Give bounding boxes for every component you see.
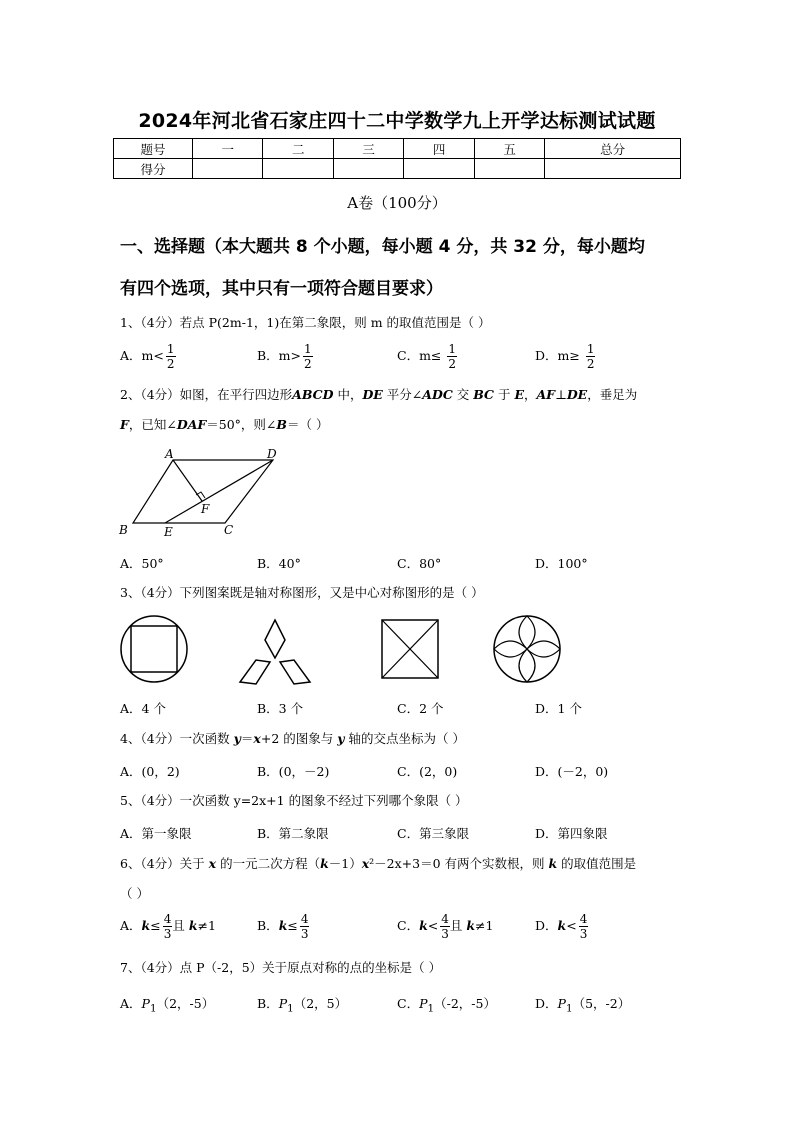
score-table-header-cell: 四 bbox=[404, 139, 474, 159]
question-4-option-d[interactable]: D．(－2，0) bbox=[535, 764, 609, 779]
question-3-option-c[interactable]: C．2 个 bbox=[397, 701, 444, 716]
coordinate: （5，-2） bbox=[572, 996, 631, 1011]
page-title: 2024年河北省石家庄四十二中学数学九上开学达标测试试题 bbox=[138, 110, 656, 132]
score-table-header-cell: 一 bbox=[193, 139, 263, 159]
math: x bbox=[253, 731, 261, 746]
question-6-stem-line2: （ ） bbox=[120, 886, 149, 901]
text: ≠1 bbox=[475, 918, 494, 933]
coordinate: （2，-5） bbox=[156, 996, 215, 1011]
segment-af bbox=[173, 460, 202, 501]
question-7-option-b[interactable] bbox=[257, 994, 347, 1015]
parallelogram-figure bbox=[115, 445, 295, 540]
text: ≠1 bbox=[197, 918, 216, 933]
label-b: B bbox=[119, 523, 128, 537]
denominator: 2 bbox=[166, 357, 175, 371]
score-table-header-cell: 题号 bbox=[114, 139, 193, 159]
text: 于 bbox=[493, 387, 515, 402]
question-2-stem-line2 bbox=[120, 416, 690, 434]
math: P bbox=[141, 996, 150, 1011]
math: k bbox=[188, 918, 198, 933]
math: P bbox=[557, 996, 566, 1011]
text: +2 的图象与 bbox=[260, 731, 338, 746]
option-letter: C． bbox=[397, 996, 420, 1011]
option-letter: C． bbox=[397, 918, 420, 933]
question-6-option-d[interactable] bbox=[535, 912, 588, 941]
text: 且 bbox=[449, 918, 467, 933]
denominator: 3 bbox=[163, 927, 172, 941]
question-2-option-d[interactable]: D．100° bbox=[535, 556, 588, 571]
denominator: 2 bbox=[448, 357, 457, 371]
section-heading-line2: 有四个选项，其中只有一项符合题目要求） bbox=[120, 279, 443, 299]
score-cell[interactable] bbox=[193, 159, 263, 179]
text: 平分∠ bbox=[382, 387, 423, 402]
fraction bbox=[440, 912, 450, 941]
question-2-option-a[interactable]: A．50° bbox=[120, 556, 164, 571]
option-letter: A． bbox=[120, 918, 142, 933]
option-letter: B． bbox=[257, 918, 279, 933]
label-c: C bbox=[224, 523, 234, 537]
numerator: 4 bbox=[300, 912, 309, 926]
label-f: F bbox=[201, 502, 210, 516]
math: ABCD bbox=[292, 387, 334, 402]
text: ²－2x+3＝0 有两个实数根，则 bbox=[369, 856, 549, 871]
top-rhombus bbox=[265, 620, 285, 658]
relation: ≤ bbox=[150, 918, 161, 933]
math: k bbox=[466, 918, 476, 933]
text: 6、（4分）关于 bbox=[120, 856, 209, 871]
question-1-option-b[interactable] bbox=[257, 342, 313, 371]
text: ⊥ bbox=[555, 387, 567, 402]
numerator: 1 bbox=[304, 342, 312, 356]
option-text: B．m> bbox=[257, 348, 302, 363]
label-d: D bbox=[267, 447, 277, 461]
circle-with-petals-figure bbox=[491, 614, 563, 684]
score-cell[interactable] bbox=[263, 159, 333, 179]
option-letter: B． bbox=[257, 996, 279, 1011]
numerator: 1 bbox=[586, 342, 595, 356]
question-6-option-a[interactable] bbox=[120, 912, 216, 941]
math: DAF bbox=[176, 417, 207, 432]
left-rhombus bbox=[240, 660, 270, 684]
math: DE bbox=[566, 387, 588, 402]
question-5-option-c[interactable]: C．第三象限 bbox=[397, 826, 470, 841]
volume-label: A卷（100分） bbox=[347, 194, 447, 212]
option-letter: D． bbox=[535, 918, 558, 933]
question-1-option-c[interactable] bbox=[397, 342, 457, 371]
label-e: E bbox=[164, 525, 173, 539]
text: ＝50°，则∠ bbox=[206, 417, 277, 432]
text: 的取值范围是 bbox=[557, 856, 637, 871]
math: k bbox=[548, 856, 558, 871]
option-text: C．m≤ bbox=[397, 348, 446, 363]
question-7-option-a[interactable] bbox=[120, 994, 214, 1015]
text: 2、（4分）如图，在平行四边形 bbox=[120, 387, 293, 402]
math: x bbox=[208, 856, 217, 871]
score-cell[interactable] bbox=[474, 159, 544, 179]
score-cell[interactable] bbox=[545, 159, 681, 179]
math: P bbox=[278, 996, 288, 1011]
question-5-option-b[interactable]: B．第二象限 bbox=[257, 826, 329, 841]
score-table-header-cell: 五 bbox=[474, 139, 544, 159]
math: k bbox=[320, 856, 329, 871]
math: k bbox=[278, 918, 288, 933]
subscript: 1 bbox=[427, 1002, 435, 1015]
text: 的一元二次方程（ bbox=[216, 856, 321, 871]
question-5-option-a[interactable]: A．第一象限 bbox=[120, 826, 192, 841]
math: P bbox=[419, 996, 428, 1011]
math: AF bbox=[536, 387, 556, 402]
score-table-header-row bbox=[114, 139, 681, 159]
relation: < bbox=[566, 918, 577, 933]
question-3-option-a[interactable]: A．4 个 bbox=[120, 701, 166, 716]
question-5-stem: 5、（4分）一次函数 y=2x+1 的图象不经过下列哪个象限（ ） bbox=[120, 793, 468, 808]
text: 且 bbox=[172, 918, 189, 933]
denominator: 3 bbox=[441, 927, 449, 941]
question-7-option-d[interactable] bbox=[535, 994, 630, 1015]
option-text: A．m< bbox=[120, 348, 164, 363]
score-cell[interactable] bbox=[404, 159, 474, 179]
denominator: 3 bbox=[300, 927, 309, 941]
circle-with-square-figure bbox=[118, 614, 190, 684]
question-7-stem: 7、（4分）点 P（-2，5）关于原点对称的点的坐标是（ ） bbox=[120, 960, 442, 975]
math: k bbox=[141, 918, 151, 933]
numerator: 1 bbox=[166, 342, 175, 356]
math: y bbox=[233, 731, 241, 746]
fraction bbox=[300, 912, 310, 941]
segment-de bbox=[165, 460, 273, 523]
numerator: 4 bbox=[441, 912, 449, 926]
question-3-option-d[interactable]: D．1 个 bbox=[535, 701, 582, 716]
score-table bbox=[113, 138, 681, 179]
question-4-stem bbox=[120, 730, 690, 748]
numerator: 1 bbox=[448, 342, 457, 356]
math: k bbox=[557, 918, 567, 933]
question-2-stem-line1 bbox=[120, 386, 690, 404]
subscript: 1 bbox=[287, 1002, 294, 1015]
math: B bbox=[276, 417, 287, 432]
numerator: 4 bbox=[163, 912, 172, 926]
fraction bbox=[303, 342, 313, 371]
relation: < bbox=[427, 918, 439, 933]
question-2-option-b[interactable]: B．40° bbox=[257, 556, 301, 571]
question-4-option-c[interactable]: C．(2，0) bbox=[397, 764, 458, 779]
math: k bbox=[419, 918, 428, 933]
text: 交 bbox=[452, 387, 474, 402]
coordinate: （-2，-5） bbox=[434, 996, 496, 1011]
square-with-diagonals-figure bbox=[378, 616, 442, 682]
text: 4、（4分）一次函数 bbox=[120, 731, 234, 746]
question-6-option-b[interactable] bbox=[257, 912, 309, 941]
math: y bbox=[337, 731, 345, 746]
section-heading-line1: 一、选择题（本大题共 8 个小题，每小题 4 分，共 32 分，每小题均 bbox=[120, 237, 645, 257]
question-4-option-b[interactable]: B．(0，－2) bbox=[257, 764, 330, 779]
score-row-label: 得分 bbox=[114, 159, 193, 179]
math: BC bbox=[473, 387, 494, 402]
subscript: 1 bbox=[149, 1002, 157, 1015]
denominator: 2 bbox=[586, 357, 595, 371]
question-2-option-c[interactable]: C．80° bbox=[397, 556, 442, 571]
label-a: A bbox=[165, 447, 174, 461]
question-7-option-c[interactable] bbox=[397, 994, 496, 1015]
fraction bbox=[166, 342, 176, 371]
math: DE bbox=[362, 387, 383, 402]
text: ＝ bbox=[240, 731, 254, 746]
three-rhombus-figure bbox=[238, 618, 312, 688]
text: 中， bbox=[333, 387, 363, 402]
right-rhombus bbox=[280, 660, 310, 684]
question-6-option-c[interactable] bbox=[397, 912, 493, 941]
coordinate: （2，5） bbox=[293, 996, 348, 1011]
text: ， bbox=[523, 387, 537, 402]
text: 轴的交点坐标为（ ） bbox=[344, 731, 465, 746]
option-text: D．m≥ bbox=[535, 348, 584, 363]
text: －1） bbox=[328, 856, 362, 871]
question-6-stem-line1 bbox=[120, 855, 690, 873]
inner-square bbox=[131, 626, 177, 672]
score-cell[interactable] bbox=[333, 159, 403, 179]
score-table-header-cell: 二 bbox=[263, 139, 333, 159]
math: x bbox=[361, 856, 370, 871]
math: ADC bbox=[422, 387, 453, 402]
math: F bbox=[120, 417, 129, 432]
option-letter: D． bbox=[535, 996, 558, 1011]
question-1-option-d[interactable] bbox=[535, 342, 595, 371]
question-5-option-d[interactable]: D．第四象限 bbox=[535, 826, 608, 841]
text: ＝（ ） bbox=[287, 417, 329, 432]
option-letter: A． bbox=[120, 996, 142, 1011]
question-4-option-a[interactable]: A．(0，2) bbox=[120, 764, 180, 779]
text: ，已知∠ bbox=[128, 417, 177, 432]
question-1-stem: 1、（4分）若点 P(2m-1，1)在第二象限，则 m 的取值范围是（ ） bbox=[120, 315, 491, 330]
question-3-option-b[interactable]: B．3 个 bbox=[257, 701, 304, 716]
numerator: 4 bbox=[579, 912, 588, 926]
subscript: 1 bbox=[565, 1002, 573, 1015]
fraction bbox=[447, 342, 457, 371]
question-1-option-a[interactable] bbox=[120, 342, 176, 371]
question-3-stem: 3、（4分）下列图案既是轴对称图形，又是中心对称图形的是（ ） bbox=[120, 585, 484, 600]
relation: ≤ bbox=[287, 918, 298, 933]
math: E bbox=[514, 387, 524, 402]
text: ，垂足为 bbox=[587, 387, 638, 402]
score-table-score-row bbox=[114, 159, 681, 179]
denominator: 3 bbox=[579, 927, 588, 941]
fraction bbox=[579, 912, 589, 941]
fraction bbox=[163, 912, 173, 941]
fraction bbox=[586, 342, 596, 371]
denominator: 2 bbox=[304, 357, 312, 371]
score-table-header-cell: 三 bbox=[333, 139, 403, 159]
score-table-header-cell: 总分 bbox=[545, 139, 681, 159]
